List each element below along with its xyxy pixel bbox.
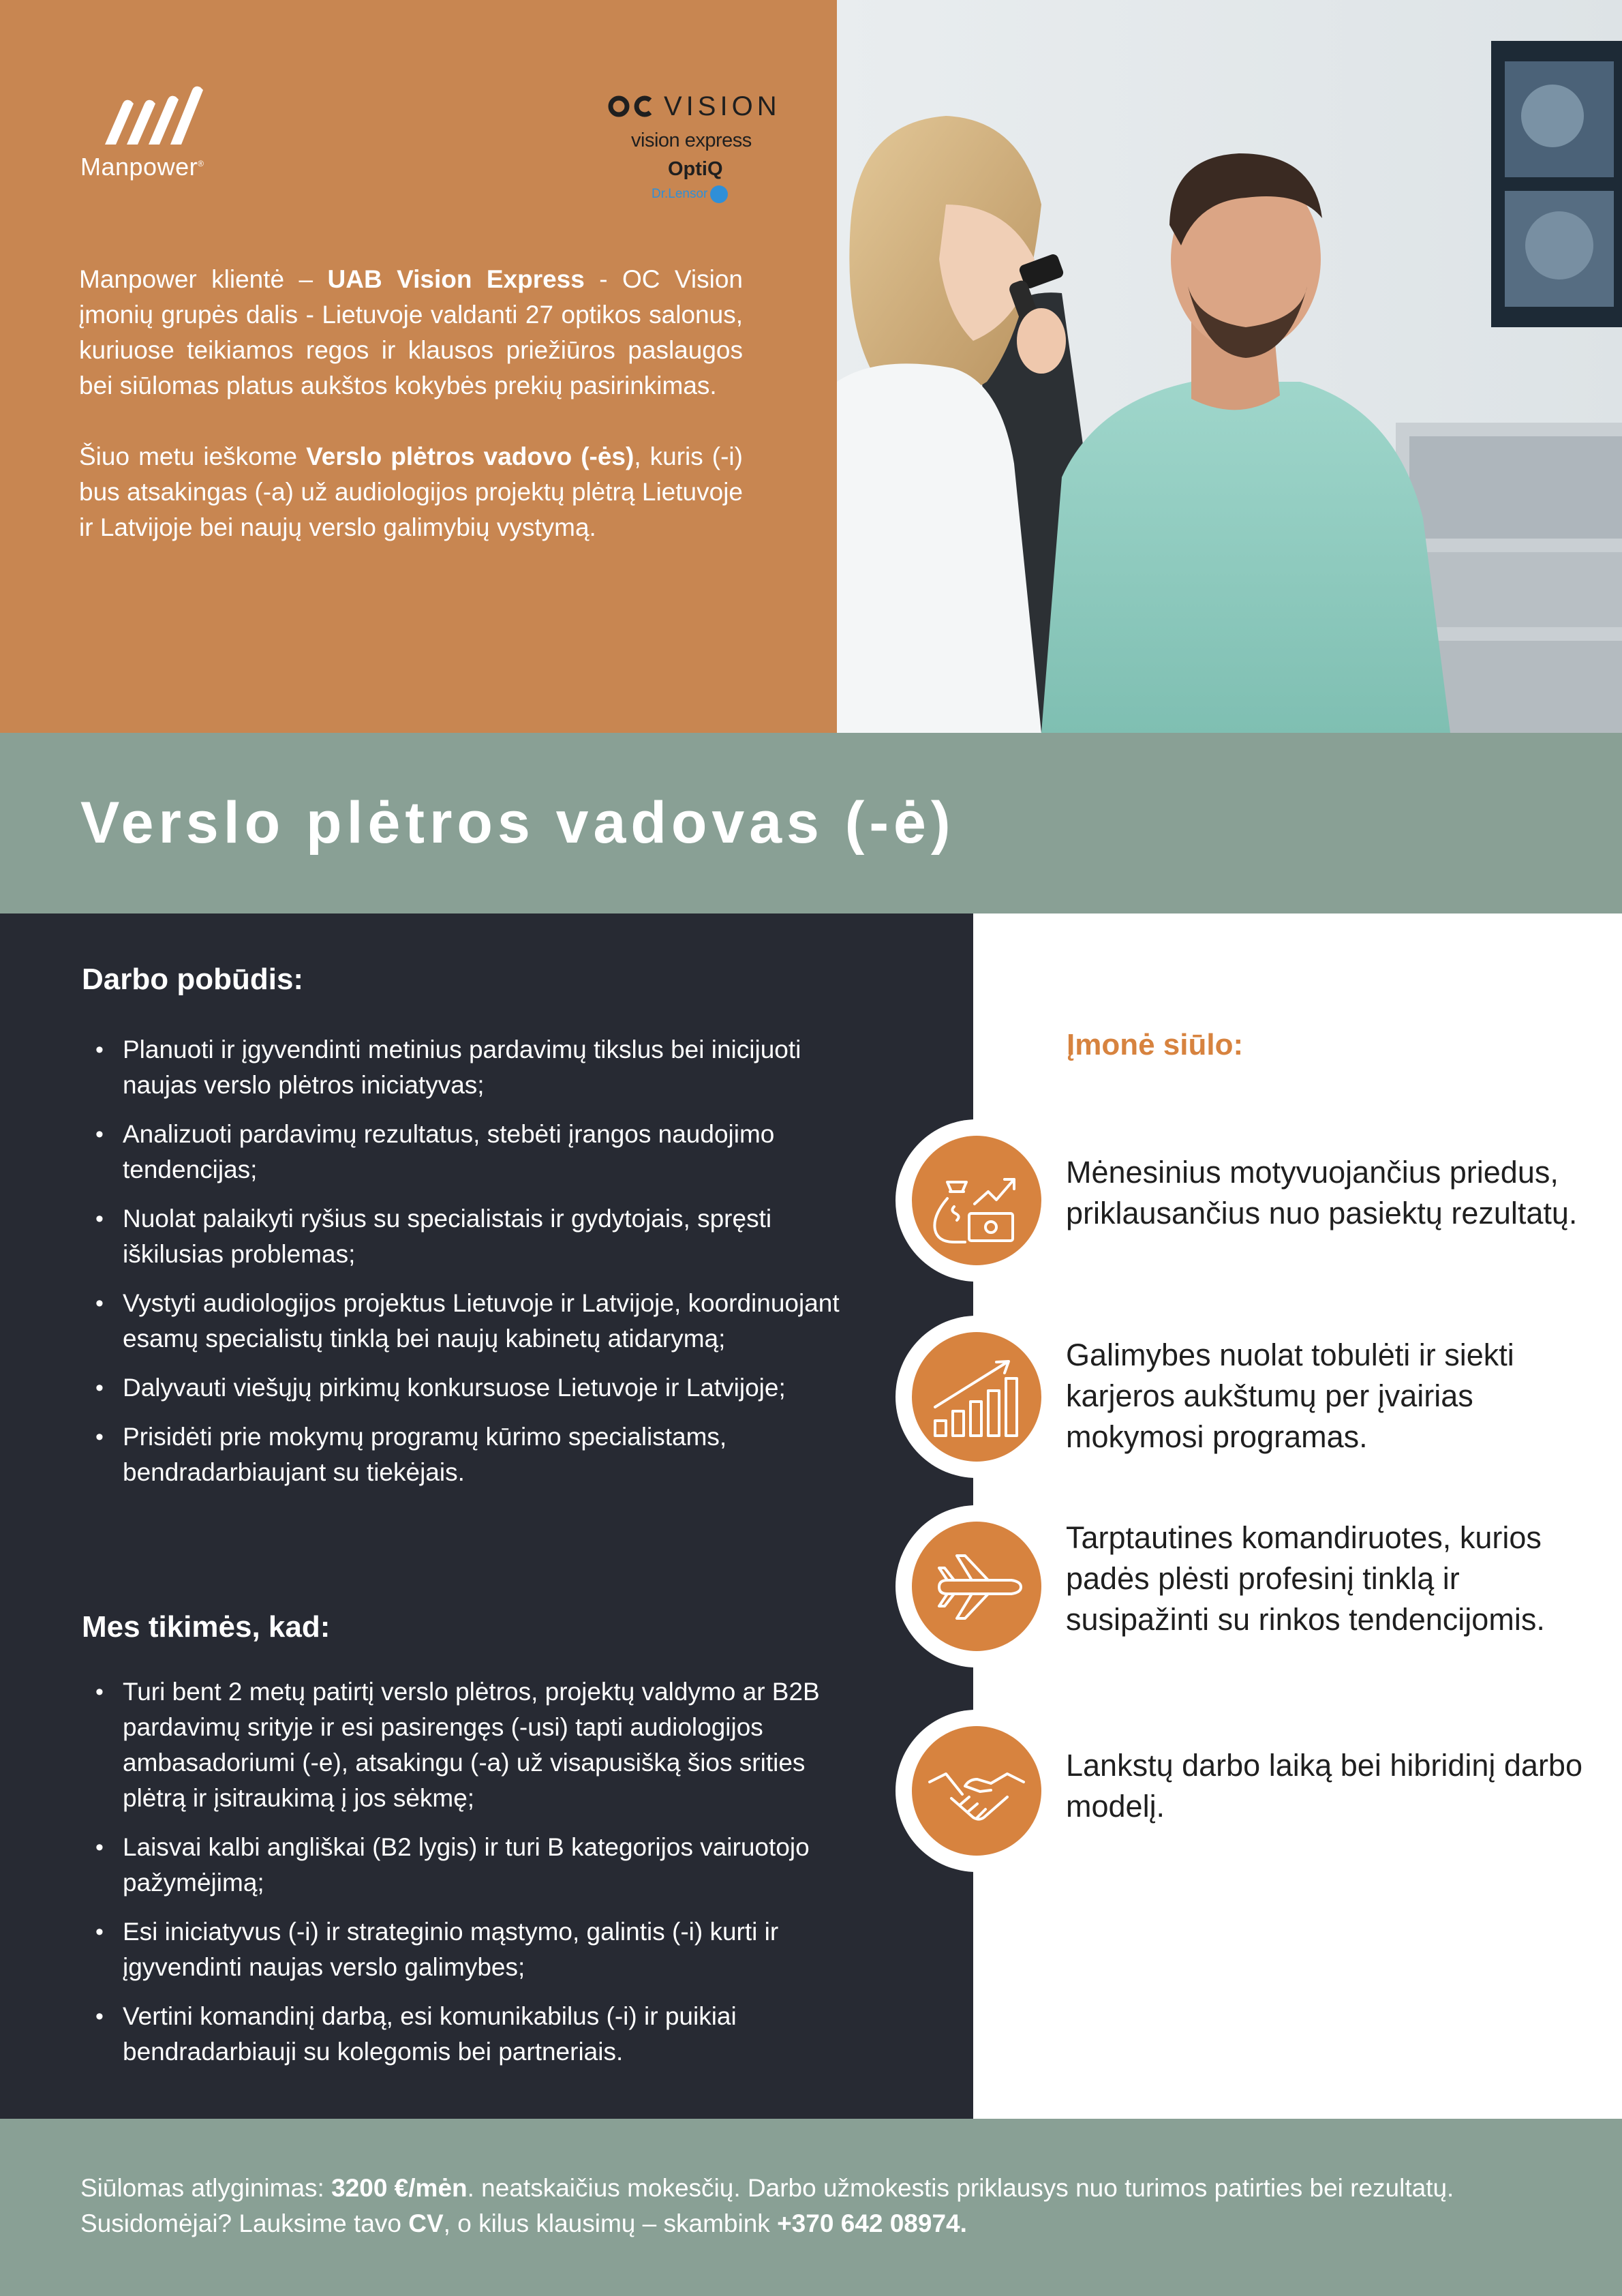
- header-panel: [0, 0, 837, 733]
- duties-list: [95, 1032, 859, 1504]
- salary-value: 3200 €/mėn: [331, 2174, 468, 2202]
- cv-label: CV: [408, 2209, 444, 2237]
- header-photo: [837, 0, 1622, 733]
- intro-paragraph-1: Manpower klientė – UAB Vision Express - OC Vision įmonių grupės dalis - Lietuvoje valdanti 27 optikos salonus, kuriuose teikiamos regos ir klausos priežiūros paslaugos bei siūlomas platus aukštos kokybės prekių pasirinkimas.: [79, 265, 743, 399]
- intro-text: [79, 262, 743, 581]
- list-item: • Laisvai kalbi angliškai (B2 lygis) ir turi B kategorijos vairuotojo pažymėjimą;: [95, 1830, 859, 1901]
- offer-text: Tarptautines komandiruotes, kurios padės plėsti profesinį tinklą ir susipažinti su rinkos tendencijomis.: [1066, 1520, 1545, 1637]
- manpower-logo: Manpower®: [80, 80, 217, 183]
- manpower-wordmark: Manpower: [80, 153, 198, 181]
- offer-icon-badge: [896, 1505, 1058, 1667]
- manpower-marks-icon: [93, 85, 209, 146]
- salary-contact-text: Siūlomas atlyginimas: 3200 €/mėn. neatskaičius mokesčių. Darbo užmokestis priklausys nuo turimos patirties bei rezultatų. Susidomėjai? Lauksime tavo CV, o kilus klausimų – skambink +370 642 08974.: [80, 2174, 1454, 2237]
- duties-heading: Darbo pobūdis:: [82, 963, 304, 996]
- list-item: • Nuolat palaikyti ryšius su specialistais ir gydytojais, spręsti iškilusias problemas;: [95, 1201, 859, 1272]
- expectations-heading: Mes tikimės, kad:: [82, 1610, 331, 1644]
- oc-vision-wordmark: VISION: [664, 91, 781, 121]
- offer-text: Mėnesinius motyvuojančius priedus, priklausančius nuo pasiektų rezultatų.: [1066, 1155, 1578, 1230]
- expectations-list: [95, 1674, 859, 2083]
- oc-circles-icon: [608, 95, 656, 118]
- offer-text: Galimybes nuolat tobulėti ir siekti karjeros aukštumų per įvairias mokymosi programas.: [1066, 1338, 1514, 1454]
- doctor-examining-patient-ear-photo: [837, 0, 1622, 733]
- dr-lensor-wordmark: Dr.Lensor: [652, 187, 708, 201]
- list-item: • Turi bent 2 metų patirtį verslo plėtros, projektų valdymo ar B2B pardavimų srityje ir esi pasirengęs (-usi) tapti audiologijos ambasadoriumi (-e), atsakingu (-a) už visapusišką šios srities plėtrą ir įsitraukimą į jos sėkmę;: [95, 1674, 859, 1816]
- list-item: • Dalyvauti viešųjų pirkimų konkursuose Lietuvoje ir Latvijoje;: [95, 1370, 859, 1406]
- offer-icon-badge: [896, 1710, 1058, 1872]
- list-item: • Esi iniciatyvus (-i) ir strateginio mąstymo, galintis (-i) kurti ir įgyvendinti naujas verslo galimybes;: [95, 1914, 859, 1985]
- oc-vision-logo: [600, 87, 797, 217]
- offer-icon-badge: [896, 1119, 1058, 1282]
- airplane-icon: [912, 1522, 1041, 1651]
- dr-lensor-logo: [652, 185, 728, 203]
- growth-chart-icon: [912, 1332, 1041, 1462]
- vision-express-wordmark: vision express: [631, 130, 752, 151]
- optiq-wordmark: OptiQ: [668, 158, 723, 180]
- offer-icon-badge: [896, 1316, 1058, 1478]
- money-bag-growth-icon: [912, 1136, 1041, 1265]
- offers-heading: Įmonė siūlo:: [1067, 1028, 1244, 1061]
- list-item: • Planuoti ir įgyvendinti metinius pardavimų tikslus bei inicijuoti naujas verslo plėtros iniciatyvas;: [95, 1032, 859, 1103]
- phone-number: +370 642 08974.: [777, 2209, 967, 2237]
- handshake-icon: [912, 1726, 1041, 1856]
- list-item: • Vystyti audiologijos projektus Lietuvoje ir Latvijoje, koordinuojant esamų specialistų tinklą bei naujų kabinetų atidarymą;: [95, 1286, 859, 1357]
- list-item: • Prisidėti prie mokymų programų kūrimo specialistams, bendradarbiaujant su tiekėjais.: [95, 1419, 859, 1490]
- offer-text: Lankstų darbo laiką bei hibridinį darbo modelį.: [1066, 1748, 1582, 1824]
- offers-panel: [973, 913, 1622, 2119]
- job-title: Verslo plėtros vadovas (-ė): [80, 790, 955, 856]
- list-item: • Analizuoti pardavimų rezultatus, stebėti įrangos naudojimo tendencijas;: [95, 1117, 859, 1188]
- list-item: • Vertini komandinį darbą, esi komunikabilus (-i) ir puikiai bendradarbiauji su kolegomis bei partneriais.: [95, 1999, 859, 2070]
- intro-paragraph-2: Šiuo metu ieškome Verslo plėtros vadovo (-ės), kuris (-i) bus atsakingas (-a) už audiologijos projektų plėtrą Lietuvoje ir Latvijoje bei naujų verslo galimybių vystymą.: [79, 442, 743, 541]
- dr-lensor-dot-icon: [710, 185, 728, 203]
